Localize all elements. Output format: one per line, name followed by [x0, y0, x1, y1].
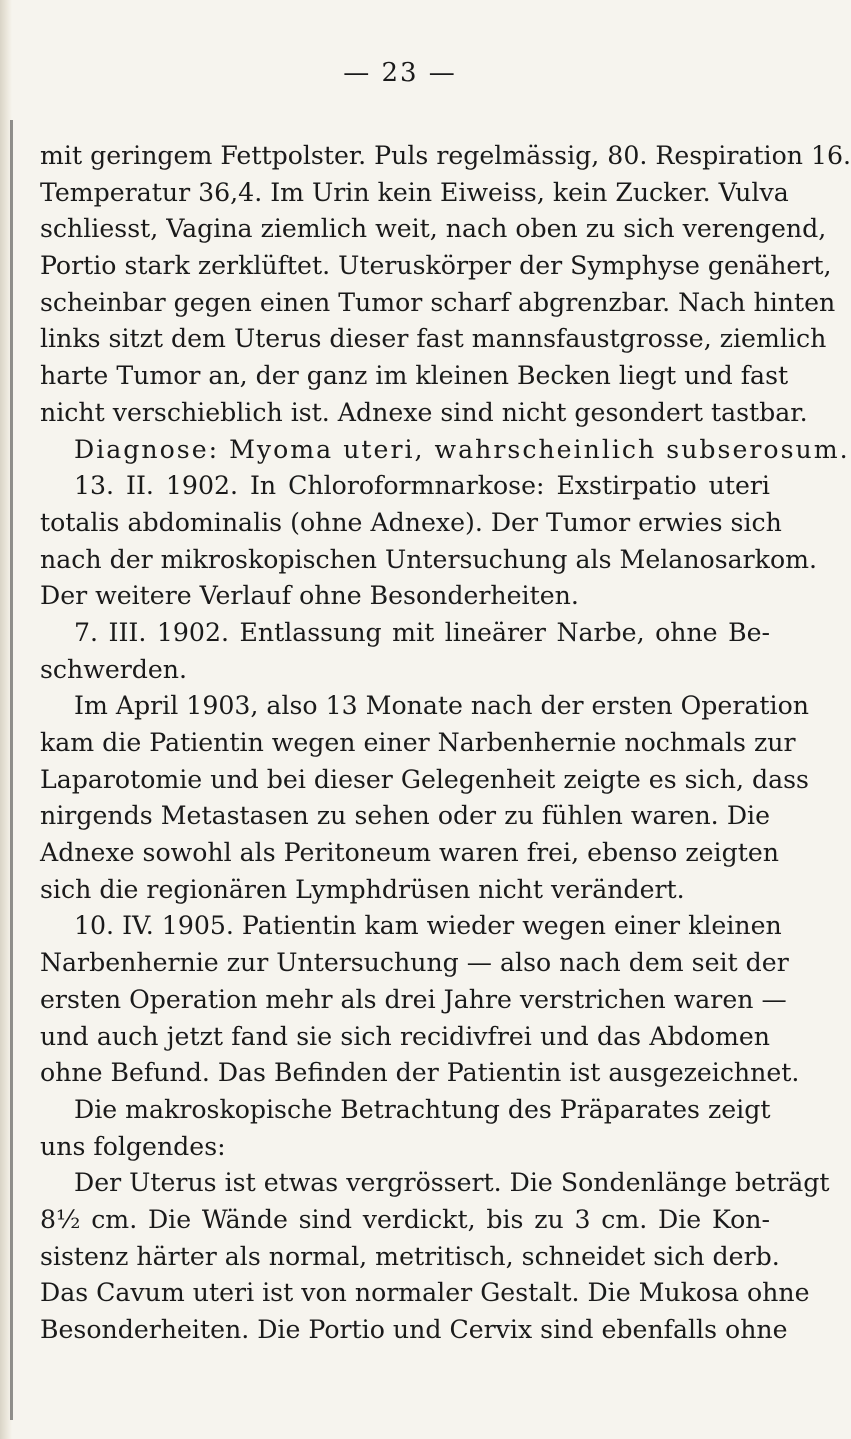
text-line: sich die regionären Lymphdrüsen nicht verändert.: [40, 874, 685, 904]
text-line: ohne Befund. Das Befinden der Patientin ist ausgezeichnet.: [40, 1058, 800, 1088]
text-line: Narbenhernie zur Untersuchung — also nach dem seit der: [40, 948, 789, 978]
paragraph: [40, 688, 809, 908]
text-line: Der Uterus ist etwas vergrössert. Die Sondenlänge beträgt: [74, 1168, 830, 1198]
text-line: schwerden.: [40, 654, 188, 684]
paragraph-diagnosis: [40, 432, 850, 469]
text-line: scheinbar gegen einen Tumor scharf abgrenzbar. Nach hinten: [40, 287, 836, 317]
text-line: links sitzt dem Uterus dieser fast mannsfaustgrosse, ziemlich: [40, 324, 827, 354]
text-line: 10. IV. 1905. Patientin kam wieder wegen einer kleinen: [74, 911, 782, 941]
text-line: uns folgendes:: [40, 1131, 226, 1161]
text-line: ersten Operation mehr als drei Jahre verstrichen waren —: [40, 984, 787, 1014]
text-line: und auch jetzt fand sie sich recidivfrei und das Abdomen: [40, 1021, 770, 1051]
text-line: nach der mikroskopischen Untersuchung als Melanosarkom.: [40, 544, 817, 574]
text-line: Die makroskopische Betrachtung des Präparates zeigt: [74, 1094, 771, 1124]
text-line: Das Cavum uteri ist von normaler Gestalt. Die Mukosa ohne: [40, 1278, 810, 1308]
text-line: harte Tumor an, der ganz im kleinen Becken liegt und fast: [40, 361, 789, 391]
text-line: Im April 1903, also 13 Monate nach der ersten Operation: [74, 691, 809, 721]
paragraph: [40, 138, 851, 432]
text-line: mit geringem Fettpolster. Puls regelmässig, 80. Respiration 16.: [40, 141, 851, 170]
text-line: totalis abdominalis (ohne Adnexe). Der Tumor erwies sich: [40, 507, 782, 537]
text-line: 13. II. 1902. In Chloroformnarkose: Exstirpatio uteri: [74, 471, 770, 501]
text-line: nicht verschieblich ist. Adnexe sind nicht gesondert tastbar.: [40, 397, 808, 427]
paragraph: [40, 615, 770, 688]
paragraph: [40, 468, 817, 615]
text-line: Laparotomie und bei dieser Gelegenheit zeigte es sich, dass: [40, 764, 809, 794]
text-line: schliesst, Vagina ziemlich weit, nach oben zu sich verengend,: [40, 214, 827, 244]
text-line: nirgends Metastasen zu sehen oder zu fühlen waren. Die: [40, 801, 770, 831]
text-line: 8½ cm. Die Wände sind verdickt, bis zu 3 cm. Die Kon-: [40, 1204, 770, 1234]
paragraph: [40, 1092, 770, 1165]
text-line: Temperatur 36,4. Im Urin kein Eiweiss, kein Zucker. Vulva: [40, 177, 789, 207]
page-number-header: — 23 —: [343, 58, 457, 88]
text-line: Adnexe sowohl als Peritoneum waren frei, ebenso zeigten: [40, 838, 779, 868]
text-line: 7. III. 1902. Entlassung mit lineärer Narbe, ohne Be-: [74, 617, 770, 647]
text-line: sistenz härter als normal, metritisch, schneidet sich derb.: [40, 1241, 780, 1271]
paragraph: [40, 908, 800, 1091]
text-line: Portio stark zerklüftet. Uteruskörper der Symphyse genähert,: [40, 251, 832, 281]
text-line: Besonderheiten. Die Portio und Cervix sind ebenfalls ohne: [40, 1315, 788, 1344]
text-line: Der weitere Verlauf ohne Besonderheiten.: [40, 581, 579, 611]
text-line: kam die Patientin wegen einer Narbenhernie nochmals zur: [40, 728, 796, 757]
body-text: [40, 138, 851, 1349]
paragraph: [40, 1165, 830, 1348]
page-binding-shadow: [10, 120, 13, 1420]
text-line: Diagnose: Myoma uteri, wahrscheinlich subserosum.: [74, 434, 850, 464]
